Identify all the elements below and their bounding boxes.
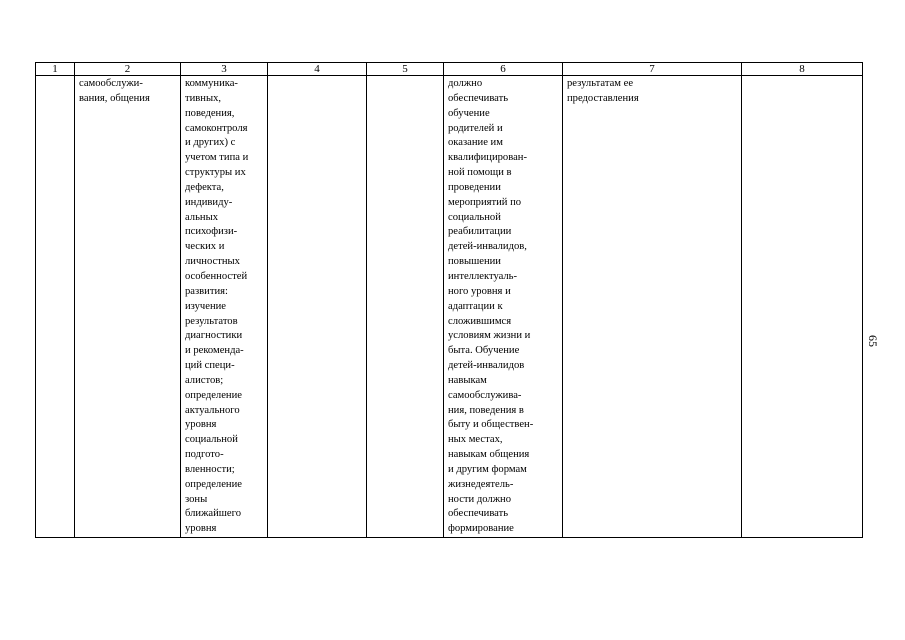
cell-text-line: актуального [185, 404, 240, 416]
cell-text-line: быта. Обучение [448, 345, 520, 357]
cell-text-line: родителей и [448, 122, 503, 134]
cell-text-line: развития: [185, 285, 228, 297]
cell-text-line: самоконтроля [185, 122, 248, 134]
column-header-4: 4 [268, 63, 367, 76]
column-header-2: 2 [75, 63, 181, 76]
cell-text-line: зоны [185, 493, 208, 505]
cell-text-line: уровня [185, 419, 217, 431]
cell-text-line: обеспечивать [448, 508, 509, 520]
cell-text-line: интеллектуаль- [448, 270, 518, 282]
cell-text-line: навыкам общения [448, 449, 530, 461]
cell-text-line: вания, общения [79, 92, 150, 104]
cell-text-line: предоставления [567, 92, 639, 104]
cell-text-line: изучение [185, 300, 226, 312]
cell-text-line: ности должно [448, 493, 511, 505]
cell-text-line: быту и обществен- [448, 419, 534, 431]
column-header-5: 5 [367, 63, 444, 76]
cell-text-line: и рекоменда- [185, 345, 244, 357]
cell-text-line: сложившимся [448, 315, 512, 327]
cell-text-line: определение [185, 478, 242, 490]
cell-text-line: ния, поведения в [448, 404, 524, 416]
column-header-3: 3 [181, 63, 268, 76]
cell-text-line: ной помощи в [448, 167, 512, 179]
cell-text-line: поведения, [185, 107, 235, 119]
cell-text-line: альных [185, 211, 218, 223]
cell-text-line: оказание им [448, 137, 503, 149]
table-cell-col3 [181, 76, 268, 538]
cell-text-line: обеспечивать [448, 92, 509, 104]
cell-text-line: индивиду- [185, 196, 233, 208]
cell-text-line: результатам ее [567, 78, 634, 89]
cell-text-line: адаптации к [448, 300, 503, 312]
document-table [35, 62, 863, 538]
table-cell-col7 [563, 76, 742, 538]
table-row [36, 76, 863, 538]
cell-text-line: определение [185, 389, 242, 401]
cell-text-line: обучение [448, 107, 490, 119]
cell-text-line: ного уровня и [448, 285, 511, 297]
cell-text-line: коммуника- [185, 78, 238, 89]
column-header-8: 8 [742, 63, 863, 76]
table-cell-col8 [742, 76, 863, 538]
cell-text-line: и другим формам [448, 463, 527, 475]
cell-text-line: квалифицирован- [448, 152, 527, 164]
cell-text-line: алистов; [185, 374, 224, 386]
header-row [36, 63, 863, 76]
cell-text-line: реабилитации [448, 226, 512, 238]
cell-text-line: социальной [185, 434, 238, 446]
cell-text-line: личностных [185, 256, 240, 268]
table-cell-col5 [367, 76, 444, 538]
cell-text-line: самообслужива- [448, 389, 522, 401]
cell-text-line: вленности; [185, 463, 235, 475]
table-cell-col6 [444, 76, 563, 538]
cell-text-line: психофизи- [185, 226, 238, 238]
column-header-6: 6 [444, 63, 563, 76]
column-header-7: 7 [563, 63, 742, 76]
cell-text-line: ных местах, [448, 434, 503, 446]
cell-text-line: проведении [448, 181, 501, 193]
cell-text-line: должно [448, 78, 483, 89]
cell-text-line: тивных, [185, 92, 222, 104]
cell-text-line: ций специ- [185, 360, 235, 372]
cell-text-line: результатов [185, 315, 238, 327]
cell-text-line: социальной [448, 211, 501, 223]
cell-text-line: уровня [185, 523, 217, 535]
cell-text-line: жизнедеятель- [448, 478, 514, 490]
cell-text-line: структуры их [185, 167, 246, 179]
cell-text-line: учетом типа и [185, 152, 249, 164]
cell-text-line: самообслужи- [79, 78, 143, 89]
cell-text-line: диагностики [185, 330, 243, 342]
column-header-1: 1 [36, 63, 75, 76]
cell-text-line: ближайшего [185, 508, 242, 520]
cell-text-line: подгото- [185, 449, 224, 461]
cell-text-line: навыкам [448, 374, 487, 386]
cell-text-line: условиям жизни и [448, 330, 531, 342]
cell-text-line: особенностей [185, 270, 248, 282]
cell-text-line: мероприятий по [448, 196, 522, 208]
table-cell-col2 [75, 76, 181, 538]
cell-text-line: детей-инвалидов [448, 360, 525, 372]
page-number: 65 [866, 335, 880, 347]
cell-text-line: формирование [448, 523, 514, 535]
table-cell-col1 [36, 76, 75, 538]
cell-text-line: и других) с [185, 137, 236, 149]
cell-text-line: дефекта, [185, 181, 224, 193]
cell-text-line: повышении [448, 256, 501, 268]
table-cell-col4 [268, 76, 367, 538]
cell-text-line: детей-инвалидов, [448, 241, 527, 253]
cell-text-line: ческих и [185, 241, 225, 253]
